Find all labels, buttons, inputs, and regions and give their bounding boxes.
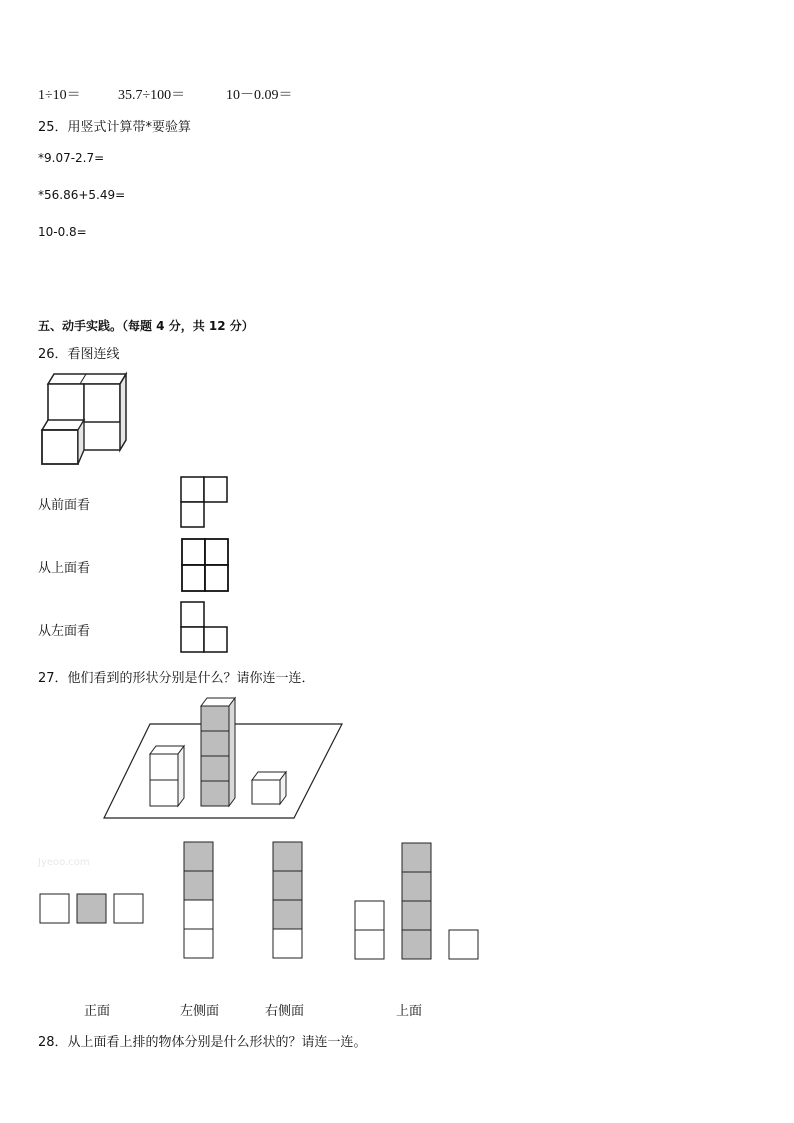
q26-block-figure — [38, 370, 130, 468]
q28-title: 28．从上面看上排的物体分别是什么形状的？请连一连。 — [38, 1035, 367, 1050]
option-three-in-row-icon[interactable] — [39, 893, 147, 925]
label-right-side: 右侧面 — [265, 1004, 305, 1019]
q27-title: 27．他们看到的形状分别是什么？请你连一连． — [38, 671, 315, 686]
two-by-two-grid-icon[interactable] — [181, 538, 231, 594]
option-column-3gray-1white-icon[interactable] — [272, 841, 304, 959]
arith-item-1: 1÷10＝ — [38, 88, 81, 103]
q26-title: 26．看图连线 — [38, 347, 120, 362]
watermark: Jyeoo.com — [38, 857, 90, 868]
l-shape-bottom-full-icon[interactable] — [180, 601, 230, 655]
label-top: 上面 — [396, 1004, 423, 1019]
q25-item-3: 10-0.8= — [38, 225, 87, 239]
q27-scene-figure — [100, 694, 350, 824]
label-left-side: 左侧面 — [180, 1004, 220, 1019]
arith-item-2: 35.7÷100＝ — [118, 88, 186, 103]
section5-heading: 五、动手实践。（每题 4 分，共 12 分） — [38, 319, 254, 333]
q25-item-1: *9.07-2.7= — [38, 151, 105, 165]
arith-item-3: 10－0.09＝ — [226, 88, 293, 103]
view-label-front: 从前面看 — [38, 498, 91, 513]
q25-title: 25．用竖式计算带*要验算 — [38, 120, 192, 135]
view-label-top: 从上面看 — [38, 561, 91, 576]
q25-item-2: *56.86+5.49= — [38, 188, 126, 202]
option-column-2gray-2white-icon[interactable] — [183, 841, 215, 959]
option-side-by-side-stacks-icon[interactable] — [354, 842, 482, 960]
view-label-left: 从左面看 — [38, 624, 91, 639]
label-front: 正面 — [84, 1004, 111, 1019]
l-shape-top-full-icon[interactable] — [180, 476, 230, 530]
